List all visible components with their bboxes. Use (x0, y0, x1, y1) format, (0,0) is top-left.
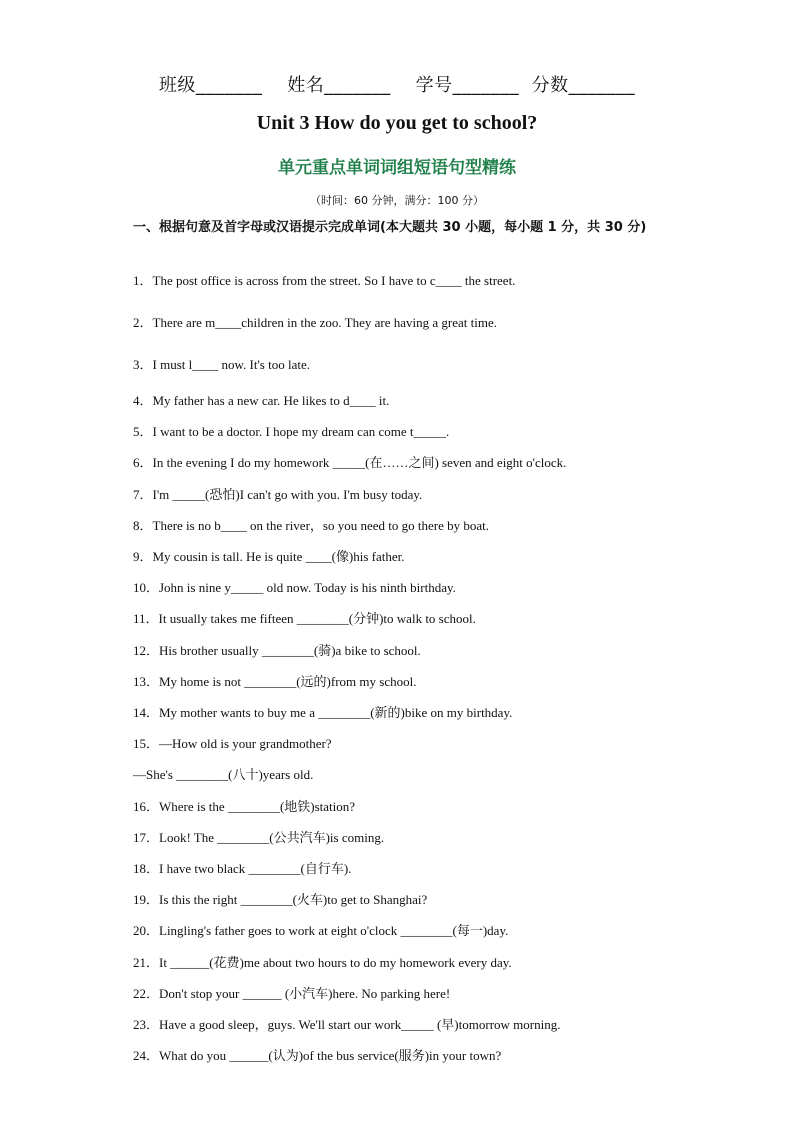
question-item: 2．There are m____children in the zoo. They are having a great time. (133, 315, 497, 330)
question-item: 22．Don't stop your ______ (小汽车)here. No parking here! (133, 986, 451, 1001)
time-score-info: （时间：60 分钟，满分：100 分） (310, 194, 484, 207)
question-item: 20．Lingling's father goes to work at eight o'clock ________(每一)day. (133, 923, 509, 938)
question-item: 19．Is this the right ________(火车)to get to Shanghai? (133, 892, 428, 907)
question-item: 9．My cousin is tall. He is quite ____(像)his father. (133, 549, 405, 564)
question-item: 21．It ______(花费)me about two hours to do my homework every day. (133, 955, 512, 970)
question-item: 14．My mother wants to buy me a ________(新的)bike on my birthday. (133, 705, 513, 720)
section-heading: 一、根据句意及首字母或汉语提示完成单词(本大题共 30 小题，每小题 1 分，共 30 分) (133, 220, 647, 235)
student-info-header: 班级_______ 姓名_______ 学号_______ 分数_______ (158, 75, 636, 96)
question-item: 15．—How old is your grandmother? (133, 736, 332, 751)
question-item: 24．What do you ______(认为)of the bus service(服务)in your town? (133, 1048, 502, 1063)
question-item: —She's ________(八十)years old. (133, 767, 314, 782)
question-item: 4．My father has a new car. He likes to d____ it. (133, 393, 390, 408)
question-item: 3．I must l____ now. It's too late. (133, 357, 310, 372)
question-item: 17．Look! The ________(公共汽车)is coming. (133, 830, 385, 845)
question-item: 11．It usually takes me fifteen ________(分钟)to walk to school. (133, 611, 476, 626)
question-item: 7．I'm _____(恐怕)I can't go with you. I'm busy today. (133, 487, 423, 502)
question-item: 6．In the evening I do my homework _____(在……之间) seven and eight o'clock. (133, 455, 567, 470)
question-item: 8．There is no b____ on the river，so you need to go there by boat. (133, 518, 489, 533)
question-item: 1．The post office is across from the street. So I have to c____ the street. (133, 273, 516, 288)
question-item: 13．My home is not ________(远的)from my school. (133, 674, 417, 689)
worksheet-subtitle: 单元重点单词词组短语句型精练 (278, 158, 516, 178)
question-item: 23．Have a good sleep，guys. We'll start our work_____ (早)tomorrow morning. (133, 1017, 561, 1032)
question-item: 12．His brother usually ________(骑)a bike to school. (133, 643, 421, 658)
question-item: 10．John is nine y_____ old now. Today is his ninth birthday. (133, 580, 456, 595)
question-item: 16．Where is the ________(地铁)station? (133, 799, 356, 814)
unit-title: Unit 3 How do you get to school? (256, 112, 538, 134)
question-item: 5．I want to be a doctor. I hope my dream can come t_____. (133, 424, 450, 439)
question-item: 18．I have two black ________(自行车). (133, 861, 352, 876)
